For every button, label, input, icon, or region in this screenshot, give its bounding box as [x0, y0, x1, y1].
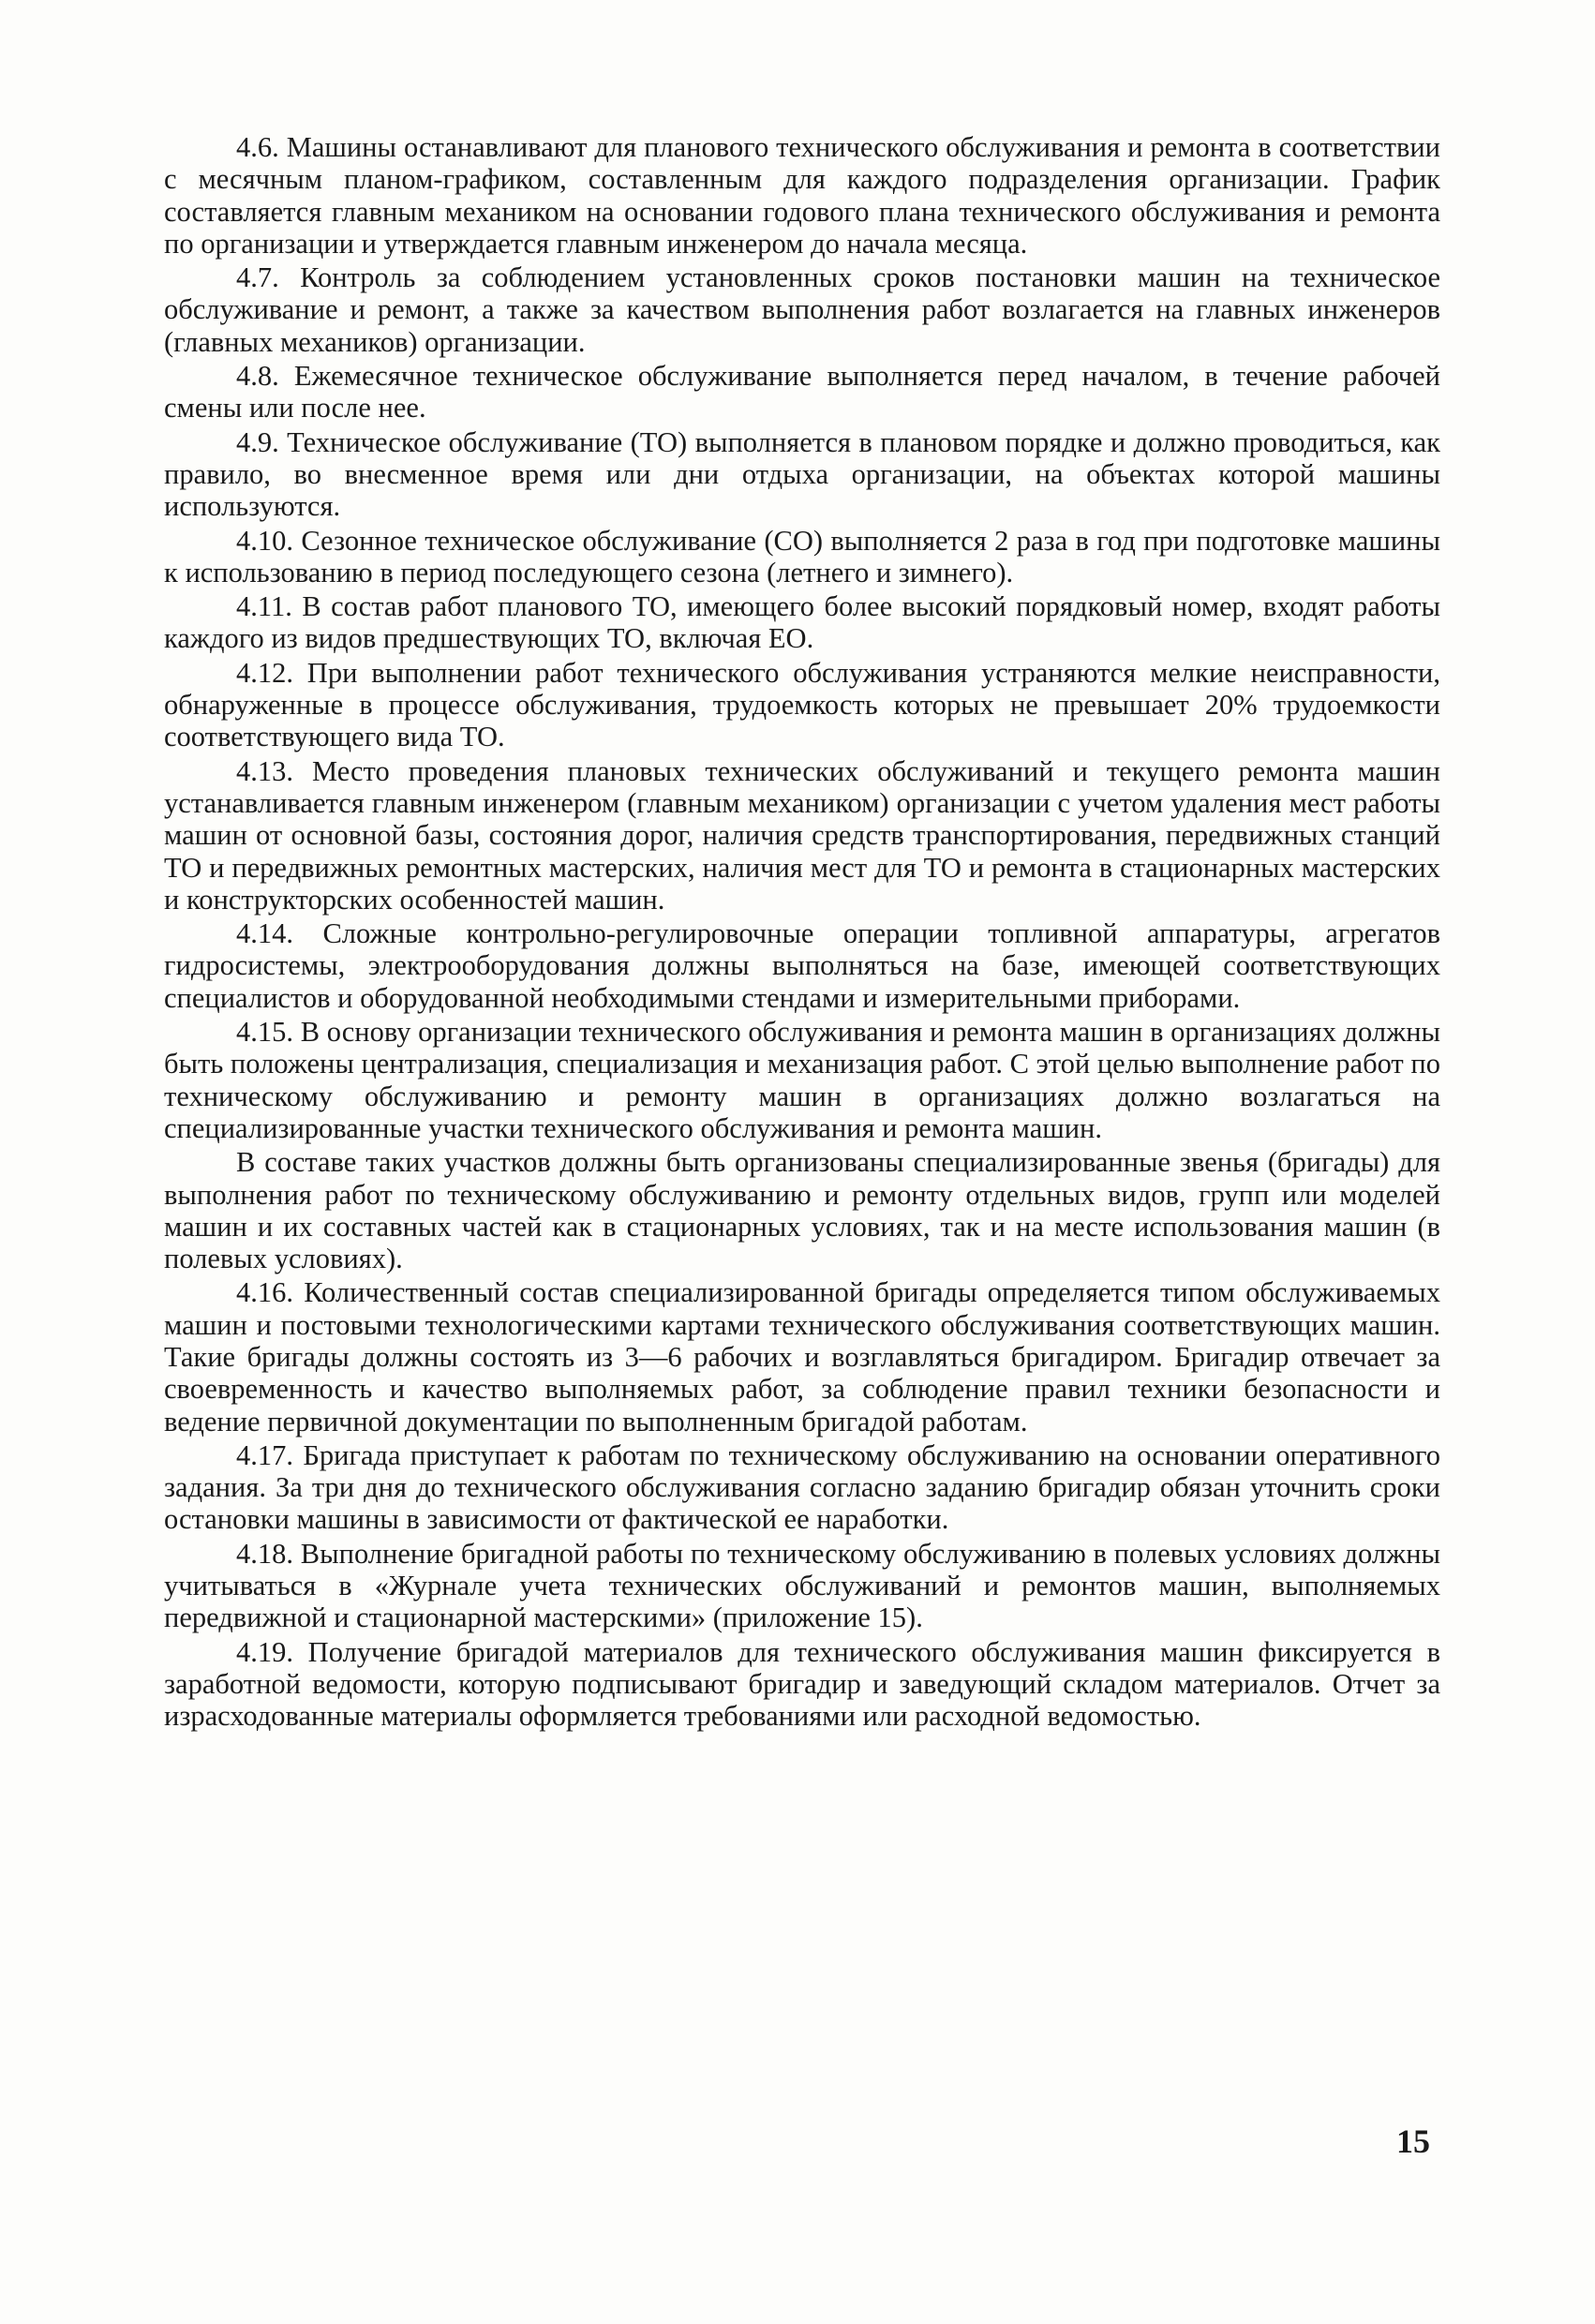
paragraph-number: 4.13. — [236, 754, 293, 787]
paragraph-number: 4.7. — [236, 261, 279, 294]
paragraph-4-19 — [164, 1636, 1440, 1733]
paragraph-text: Сезонное техническое обслуживание (СО) выполняется 2 раза в год при подготовке машины к использованию в период последующего сезона (летнего и зимнего). — [164, 524, 1440, 588]
paragraph-number: 4.10. — [236, 524, 293, 557]
paragraph-4-7 — [164, 261, 1440, 358]
paragraph-text: В основу организации технического обслуживания и ремонта машин в организациях должны быть положены централизация, специализация и механизация работ. С этой целью выполнение работ по техническому обслуживанию и ремонту машин в организациях должно возлагаться на специализированные участки технического обслуживания и ремонта машин. — [164, 1016, 1441, 1144]
paragraph-4-16 — [164, 1276, 1440, 1437]
body-text — [164, 131, 1440, 1735]
paragraph-text: В состав работ планового ТО, имеющего более высокий порядковый номер, входят работы каждого из видов предшествующих ТО, включая ЕО. — [164, 590, 1441, 655]
paragraph-text: Бригада приступает к работам по техническому обслуживанию на основании оперативного задания. За три дня до технического обслуживания согласно заданию бригадир обязан уточнить сроки остановки машины в зависимости от фактической ее наработки. — [164, 1438, 1441, 1536]
paragraph-text: При выполнении работ технического обслуживания устраняются мелкие неисправности, обнаруженные в процессе обслуживания, трудоемкость которых не превышает 20% трудоемкости соответствующего вида ТО. — [164, 656, 1440, 753]
paragraph-number: 4.8. — [236, 360, 279, 393]
paragraph-text: Место проведения плановых технических обслуживаний и текущего ремонта машин устанавливается главным инженером (главным механиком) организации с учетом удаления мест работы машин от основной базы, состояния дорог, наличия средств транспортирования, передвижных станций ТО и передвижных ремонтных мастерских, наличия мест для ТО и ремонта в стационарных мастерских и конструкторских особенностей машин. — [164, 754, 1440, 916]
paragraph-text: Получение бригадой материалов для технического обслуживания машин фиксируется в заработной ведомости, которую подписывают бригадир и заведующий складом материалов. Отчет за израсходованные материалы оформляется требованиями или расходной ведомостью. — [164, 1635, 1440, 1733]
paragraph-text: Техническое обслуживание (ТО) выполняется в плановом порядке и должно проводиться, как правило, во внесменное время или дни отдыха организации, на объектах которой машины используются. — [164, 425, 1441, 523]
paragraph-4-9 — [164, 426, 1440, 523]
paragraph-text: Контроль за соблюдением установленных сроков постановки машин на техническое обслуживание и ремонт, а также за качеством выполнения работ возлагается на главных инженеров (главных механиков) организации. — [164, 261, 1441, 358]
paragraph-text: Выполнение бригадной работы по техническому обслуживанию в полевых условиях должны учитываться в «Журнале учета технических обслуживаний и ремонтов машин, выполняемых передвижной и стационарной мастерскими» (приложение 15). — [164, 1537, 1441, 1634]
paragraph-number: 4.15. — [236, 1016, 293, 1049]
paragraph-number: 4.19. — [236, 1635, 293, 1668]
paragraph-text: В составе таких участков должны быть организованы специализированные звенья (бригады) для выполнения работ по техническому обслуживанию и ремонту отдельных видов, групп или моделей машин и их составных частей как в стационарных условиях, так и на месте использования машин (в полевых условиях). — [164, 1146, 1440, 1275]
paragraph-4-6 — [164, 131, 1440, 260]
paragraph-text: Ежемесячное техническое обслуживание выполняется перед началом, в течение рабочей смены или после нее. — [164, 360, 1441, 425]
paragraph-4-15 — [164, 1016, 1440, 1144]
paragraph-4-15-continued — [164, 1146, 1440, 1274]
paragraph-number: 4.18. — [236, 1537, 293, 1570]
paragraph-number: 4.14. — [236, 917, 293, 950]
paragraph-4-17 — [164, 1439, 1440, 1536]
paragraph-text: Количественный состав специализированной бригады определяется типом обслуживаемых машин и постовыми технологическими картами технического обслуживания соответствующих машин. Такие бригады должны состоять из 3—6 рабочих и возглавляться бригадиром. Бригадир отвечает за своевременность и качество выполняемых работ, за соблюдение правил техники безопасности и ведение первичной документации по выполненным бригадой работам. — [164, 1276, 1441, 1438]
page-number: 15 — [1396, 2123, 1430, 2160]
paragraph-4-14 — [164, 917, 1440, 1014]
paragraph-text: Машины останавливают для планового технического обслуживания и ремонта в соответствии с месячным планом-графиком, составленным для каждого подразделения организации. График составляется главным механиком на основании годового плана технического обслуживания и ремонта по организации и утверждается главным инженером до начала месяца. — [164, 131, 1440, 260]
paragraph-4-10 — [164, 525, 1440, 589]
paragraph-4-13 — [164, 755, 1440, 916]
paragraph-number: 4.11. — [236, 590, 292, 623]
paragraph-number: 4.17. — [236, 1438, 293, 1471]
paragraph-4-18 — [164, 1538, 1440, 1634]
paragraph-4-12 — [164, 657, 1440, 753]
paragraph-number: 4.16. — [236, 1276, 293, 1309]
paragraph-text: Сложные контрольно-регулировочные операции топливной аппаратуры, агрегатов гидросистемы, электрооборудования должны выполняться на базе, имеющей соответствующих специалистов и оборудованной необходимыми стендами и измерительными приборами. — [164, 917, 1440, 1014]
paragraph-4-8 — [164, 360, 1440, 425]
paragraph-4-11 — [164, 590, 1440, 655]
paragraph-number: 4.12. — [236, 656, 293, 689]
paragraph-number: 4.9. — [236, 425, 279, 458]
paragraph-number: 4.6. — [236, 131, 279, 163]
